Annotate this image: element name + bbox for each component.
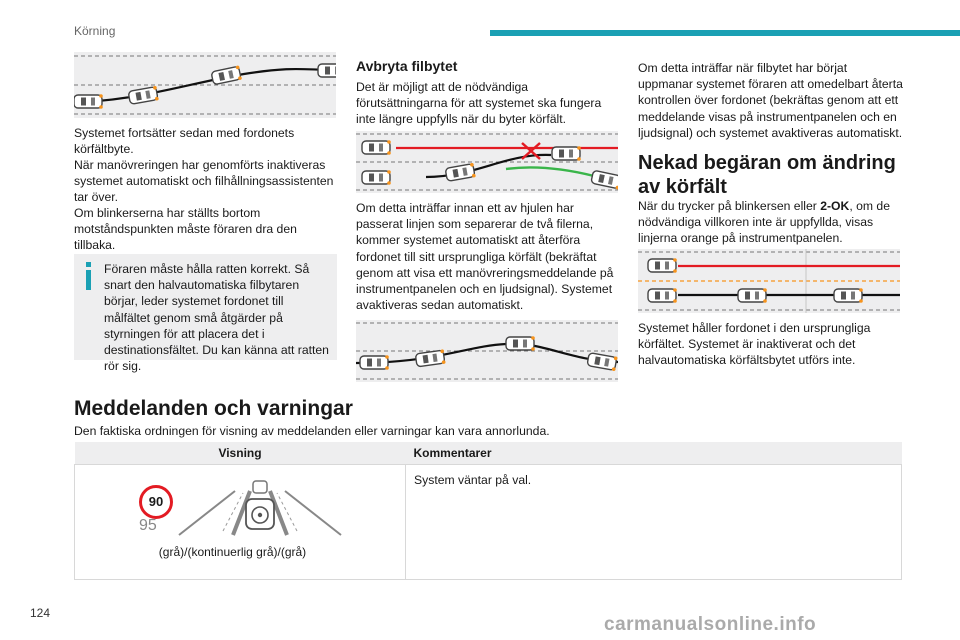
table-row (75, 465, 902, 580)
section-title: Körning (74, 24, 116, 38)
right-para-1: Om detta inträffar när filbytet har börjat uppmanar systemet föraren att omedelbart återta kontrollen över fordonet (bekräftas genom att ett meddelande visas på instrumentpanelen och en ljudsignal) och systemet avaktiveras automatiskt. (638, 61, 903, 140)
col-comments-header: Kommentarer (406, 442, 902, 465)
note-text: Föraren måste hålla ratten korrekt. Så snart den halvautomatiska filbytaren börjar, leder systemet fordonet till målfältet genom små åtgärder på styrningen för att placera det i destinationsfältet. Du kan känna att ratten rör sig. (104, 262, 329, 374)
right-para-3: Systemet håller fordonet i den ursprungliga körfältet. Systemet är inaktiverat och det halvautomatiska körfältsbytet utförs inte. (638, 321, 871, 368)
messages-table (74, 442, 902, 580)
info-note (74, 254, 337, 374)
comment-text: System väntar på val. (414, 473, 532, 487)
middle-para-1: Det är möjligt att de nödvändiga förutsättningarna för att systemet ska fungera inte längre uppfylls när du byter körfält. (356, 80, 602, 127)
ok-button-ref: 2-OK (820, 199, 850, 213)
speed-limit-value: 90 (148, 494, 164, 509)
col-display-header: Visning (75, 442, 406, 465)
left-para-1: Systemet fortsätter sedan med fordonets körfältbyte. (74, 126, 295, 157)
lane-assist-display-icon (175, 479, 345, 539)
right-para-2-b: , om de nödvändiga villkoren inte är uppfyllda, visas linjerna orange på instrumentpanelen. (638, 199, 890, 246)
messages-heading: Meddelanden och varningar (74, 397, 353, 420)
cancel-figure (356, 131, 618, 193)
left-para-3: Om blinkerserna har ställts bortom motståndspunkten måste föraren dra den tillbaka. (74, 206, 297, 253)
info-icon (86, 262, 91, 267)
refused-figure (638, 249, 900, 313)
left-para-2: När manövreringen har genomförts inaktiveras systemet automatiskt och filhållningsassistenten tar över. (74, 158, 334, 205)
current-speed: 95 (139, 517, 157, 534)
comment-cell (406, 465, 902, 580)
return-figure (356, 320, 618, 382)
refused-heading: Nekad begäran om ändring av körfält (638, 152, 896, 198)
speed-limit-sign-icon (139, 485, 173, 519)
lane-change-figure-1 (74, 52, 336, 118)
messages-intro: Den faktiska ordningen för visning av meddelanden eller varningar kan vara annorlunda. (74, 424, 550, 438)
cancel-heading: Avbryta filbytet (356, 58, 458, 74)
watermark: carmanualsonline.info (604, 614, 817, 635)
header-accent-bar (490, 30, 960, 36)
right-para-2-a: När du trycker på blinkersen eller (638, 199, 821, 213)
middle-para-2: Om detta inträffar innan ett av hjulen har passerat linjen som separerar de två filerna, kommer systemet automatiskt att återföra fordonet till sitt ursprungliga körfält (bekräftat genom att visa ett manövreringsmeddelande på instrumentpanelen och en ljudsignal). Systemet avaktiveras sedan automatiskt. (356, 201, 614, 313)
info-icon-bar (86, 270, 91, 290)
page-number: 124 (30, 606, 51, 620)
display-caption: (grå)/(kontinuerlig grå)/(grå) (158, 545, 307, 559)
display-cell (75, 465, 406, 580)
right-para-2 (638, 198, 904, 247)
